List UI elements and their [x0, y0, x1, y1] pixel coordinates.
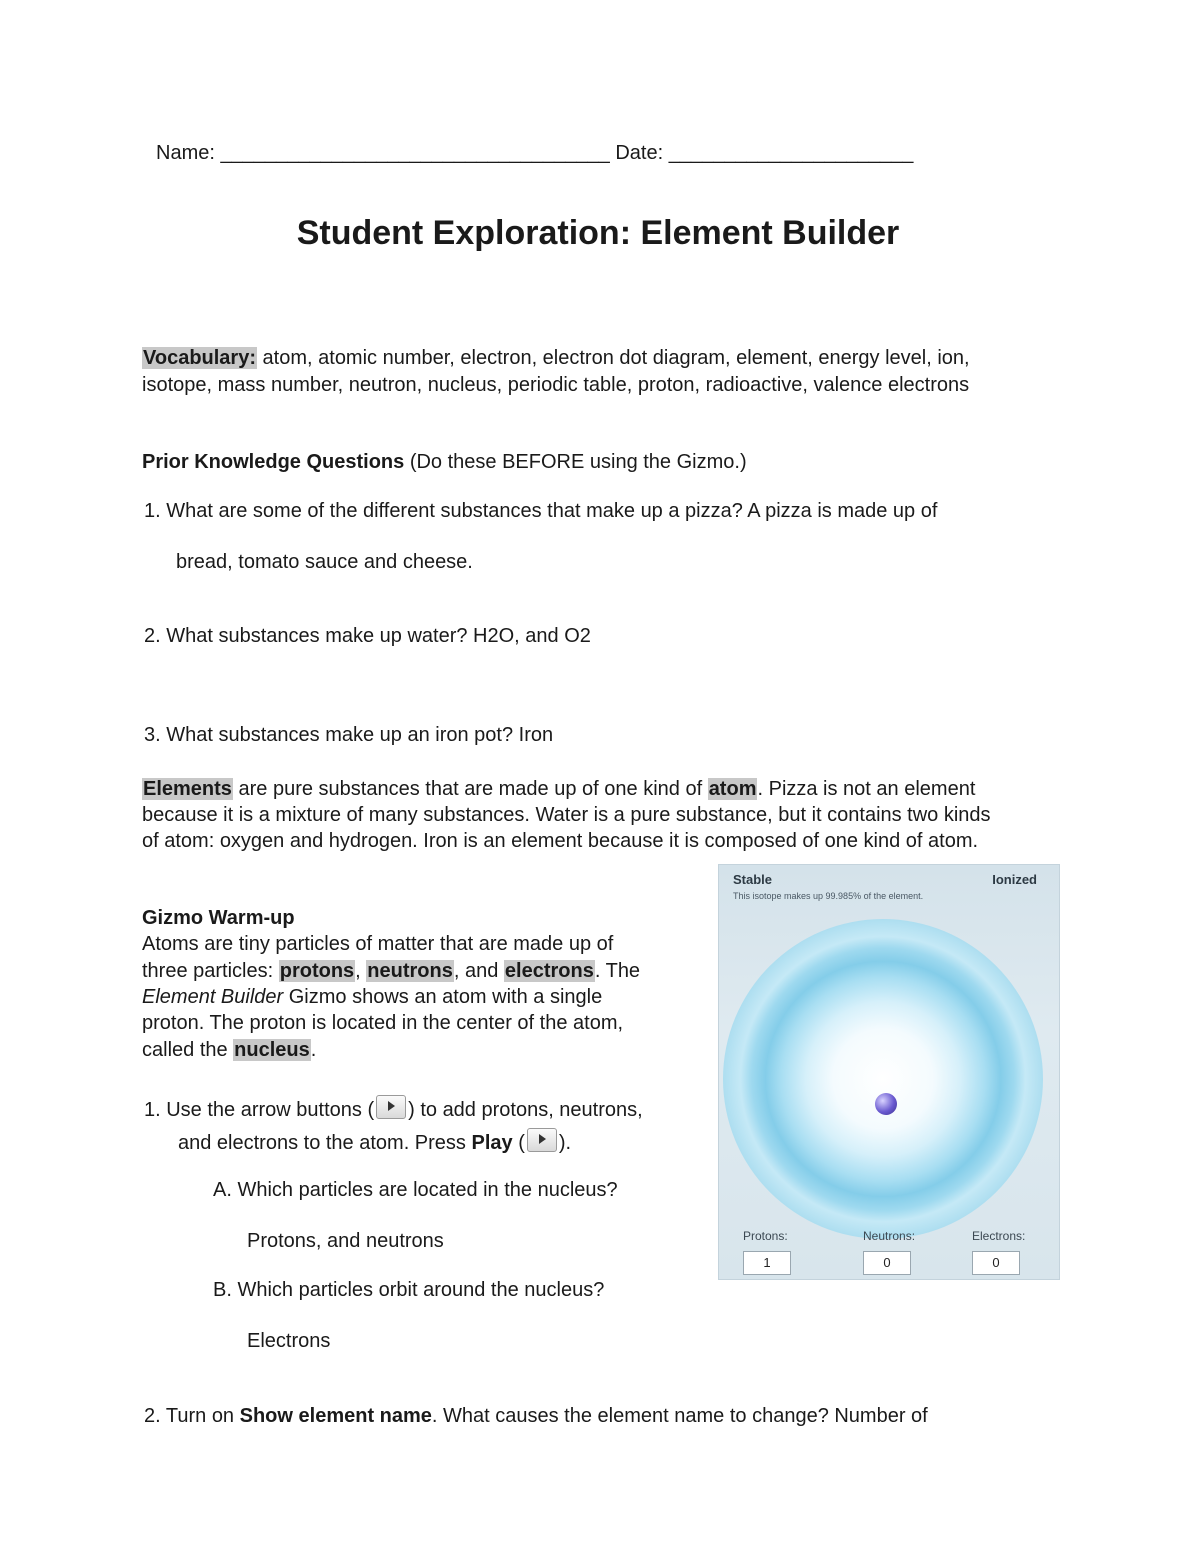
neutrons-field[interactable]: 0 — [863, 1251, 911, 1275]
elements-paragraph-line-2: because it is a mixture of many substances. Water is a pure substance, but it contains two kinds — [142, 804, 991, 826]
elements-text-2: . Pizza is not an element — [757, 778, 976, 800]
vocabulary-line-2: isotope, mass number, neutron, nucleus, periodic table, proton, radioactive, valence electrons — [142, 374, 970, 396]
electrons-field[interactable]: 0 — [972, 1251, 1020, 1275]
electrons-label: Electrons: — [972, 1229, 1026, 1243]
nucleus-proton-icon — [875, 1093, 897, 1115]
question-1: 1. What are some of the different substances that make up a pizza? A pizza is made up of — [144, 500, 938, 522]
name-date-row — [156, 142, 913, 165]
wq1-l2-mid: ( — [512, 1132, 525, 1154]
term-electrons: electrons — [504, 960, 594, 982]
wq1-post: ) to add protons, neutrons, — [408, 1099, 643, 1121]
question-3: 3. What substances make up an iron pot? Iron — [144, 724, 554, 746]
warmup-l2-post: . The — [594, 960, 641, 982]
warmup-line-2 — [142, 958, 640, 985]
warmup-question-2 — [144, 1403, 928, 1430]
page-title: Student Exploration: Element Builder — [296, 214, 900, 252]
show-element-name-label: Show element name — [239, 1405, 432, 1427]
prior-knowledge-heading — [142, 449, 747, 476]
warmup-l5-post: . — [310, 1039, 317, 1061]
warmup-comma: , — [355, 960, 367, 982]
warmup-line-4: proton. The proton is located in the center of the atom, — [142, 1012, 624, 1034]
play-button-icon — [527, 1128, 557, 1152]
warmup-question-1 — [144, 1095, 643, 1124]
elements-paragraph-line-1 — [142, 776, 975, 803]
ionized-label: Ionized — [992, 872, 1037, 887]
vocabulary-line-1 — [142, 345, 970, 372]
atom-energy-levels — [723, 919, 1043, 1239]
warmup-line-1: Atoms are tiny particles of matter that are made up of — [142, 933, 614, 955]
elements-text-1: are pure substances that are made up of one kind of — [232, 778, 708, 800]
term-neutrons: neutrons — [367, 960, 453, 982]
stable-label: Stable — [733, 872, 773, 887]
question-b: B. Which particles orbit around the nucleus? — [213, 1279, 605, 1301]
warmup-line-3 — [142, 984, 602, 1011]
term-elements: Elements — [143, 778, 232, 800]
warmup-heading: Gizmo Warm-up — [142, 907, 295, 929]
question-2: 2. What substances make up water? H2O, and O2 — [144, 625, 591, 647]
prior-subheading: (Do these BEFORE using the Gizmo.) — [404, 451, 747, 473]
vocabulary-label: Vocabulary: — [143, 347, 256, 369]
arrow-button-icon — [376, 1095, 406, 1119]
term-atom: atom — [708, 778, 757, 800]
warmup-l5-pre: called the — [142, 1039, 234, 1061]
wq1-pre: 1. Use the arrow buttons ( — [144, 1099, 375, 1121]
date-label: Date: — [615, 142, 664, 164]
protons-field[interactable]: 1 — [743, 1251, 791, 1275]
wq2-pre: 2. Turn on — [144, 1405, 240, 1427]
gizmo-atom-panel — [718, 864, 1060, 1280]
wq1-l2-post: ). — [558, 1132, 572, 1154]
warmup-and: , and — [453, 960, 504, 982]
isotope-note: This isotope makes up 99.985% of the element. — [733, 891, 924, 901]
vocabulary-terms-1: atom, atomic number, electron, electron dot diagram, element, energy level, ion, — [257, 347, 970, 369]
term-protons: protons — [279, 960, 355, 982]
date-blank[interactable]: ______________________ — [668, 142, 914, 164]
play-label: Play — [471, 1132, 513, 1154]
wq2-post: . What causes the element name to change? Number of — [431, 1405, 928, 1427]
protons-label: Protons: — [743, 1229, 788, 1243]
element-builder-italic: Element Builder — [142, 986, 284, 1008]
answer-a[interactable]: Protons, and neutrons — [247, 1230, 444, 1252]
neutrons-label: Neutrons: — [863, 1229, 916, 1243]
warmup-l3-rest: Gizmo shows an atom with a single — [283, 986, 603, 1008]
name-blank[interactable]: ___________________________________ — [220, 142, 610, 164]
warmup-l2-pre: three particles: — [142, 960, 279, 982]
wq1-l2-pre: and electrons to the atom. Press — [178, 1132, 472, 1154]
answer-1[interactable]: bread, tomato sauce and cheese. — [176, 551, 473, 573]
term-nucleus: nucleus — [234, 1039, 310, 1061]
question-a: A. Which particles are located in the nucleus? — [213, 1179, 618, 1201]
elements-paragraph-line-3: of atom: oxygen and hydrogen. Iron is an element because it is composed of one kind of atom. — [142, 830, 979, 852]
warmup-question-1-line-2 — [178, 1128, 571, 1157]
prior-heading-bold: Prior Knowledge Questions — [142, 451, 405, 473]
warmup-line-5 — [142, 1037, 316, 1064]
name-label: Name: — [156, 142, 215, 164]
answer-b[interactable]: Electrons — [247, 1330, 331, 1352]
